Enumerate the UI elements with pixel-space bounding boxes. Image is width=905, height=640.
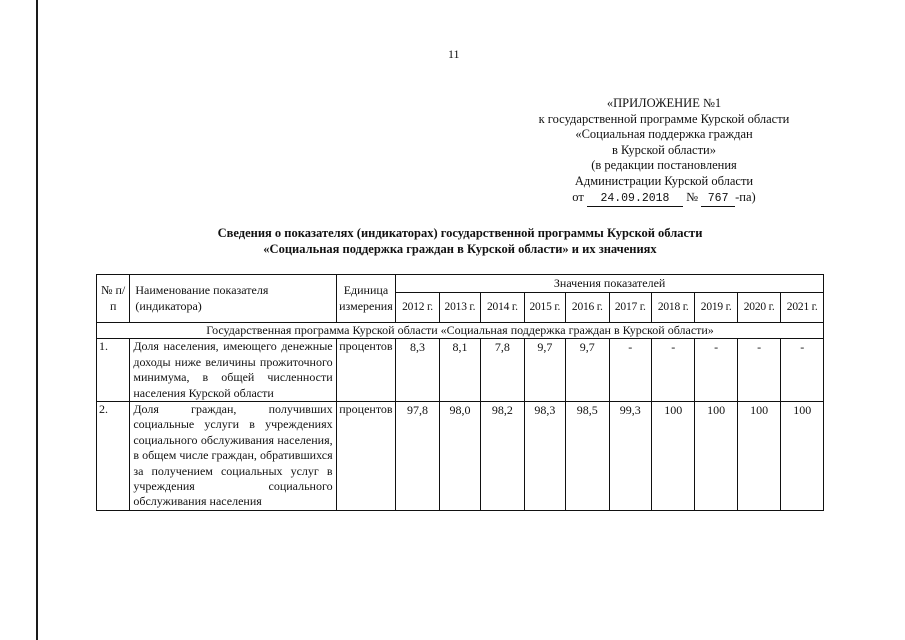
binding-margin-line [36,0,38,640]
value-cell: - [737,339,780,402]
header-year: 2020 г. [737,293,780,323]
resolution-reference [505,190,823,208]
table-row [97,402,824,511]
header-year: 2021 г. [781,293,824,323]
title-line-2: «Социальная поддержка граждан в Курской области» и их значениях [263,242,657,256]
resolution-suffix: -па) [735,189,756,204]
header-year: 2019 г. [695,293,737,323]
document-title [120,225,800,257]
header-unit: Единица измерения [336,275,396,323]
value-cell: 98,2 [481,402,524,511]
indicator-unit: процентов [336,339,396,402]
value-cell: - [781,339,824,402]
header-year: 2015 г. [524,293,565,323]
value-cell: 100 [781,402,824,511]
appendix-line-2: к государственной программе Курской области [538,111,790,126]
indicators-table [96,274,824,511]
value-cell: 8,3 [396,339,439,402]
title-line-1: Сведения о показателях (индикаторах) государственной программы Курской области [217,226,703,240]
resolution-date: 24.09.2018 [587,191,683,208]
from-label: от [572,189,584,204]
appendix-line-1: «ПРИЛОЖЕНИЕ №1 [606,96,722,110]
value-cell: - [609,339,651,402]
row-number: 1. [97,339,130,402]
header-year: 2016 г. [566,293,609,323]
section-row [97,323,824,339]
header-year: 2012 г. [396,293,439,323]
header-year: 2014 г. [481,293,524,323]
header-year: 2013 г. [439,293,480,323]
value-cell: 7,8 [481,339,524,402]
value-cell: 9,7 [524,339,565,402]
number-label: № [686,189,699,204]
header-year: 2017 г. [609,293,651,323]
indicator-name: Доля граждан, получивших социальные услуги в учреждениях социального обслуживания населения, в общем числе граждан, обратившихся за получением социальных услуг в учреждения социального обслуживания населения [130,402,336,511]
header-values: Значения показателей [396,275,824,293]
value-cell: 9,7 [566,339,609,402]
value-cell: 8,1 [439,339,480,402]
value-cell: 98,0 [439,402,480,511]
value-cell: 97,8 [396,402,439,511]
header-indicator-name: Наименование показателя (индикатора) [130,275,336,323]
value-cell: 98,5 [566,402,609,511]
appendix-line-6: Администрации Курской области [574,173,754,188]
appendix-line-3: «Социальная поддержка граждан [575,127,753,142]
value-cell: 99,3 [609,402,651,511]
table-row [97,339,824,402]
header-number: № п/п [97,275,130,323]
section-title: Государственная программа Курской области «Социальная поддержка граждан в Курской области» [97,323,824,339]
value-cell: 100 [737,402,780,511]
value-cell: 98,3 [524,402,565,511]
appendix-line-5: (в редакции постановления [591,158,737,173]
value-cell: - [695,339,737,402]
row-number: 2. [97,402,130,511]
appendix-header [505,96,823,207]
resolution-number: 767 [701,191,735,208]
indicator-unit: процентов [336,402,396,511]
indicator-name: Доля населения, имеющего денежные доходы ниже величины прожиточного минимума, в общей численности населения Курской области [130,339,336,402]
value-cell: 100 [651,402,694,511]
value-cell: 100 [695,402,737,511]
header-year: 2018 г. [651,293,694,323]
page-number: 11 [448,47,460,61]
appendix-line-4: в Курской области» [611,142,716,157]
value-cell: - [651,339,694,402]
